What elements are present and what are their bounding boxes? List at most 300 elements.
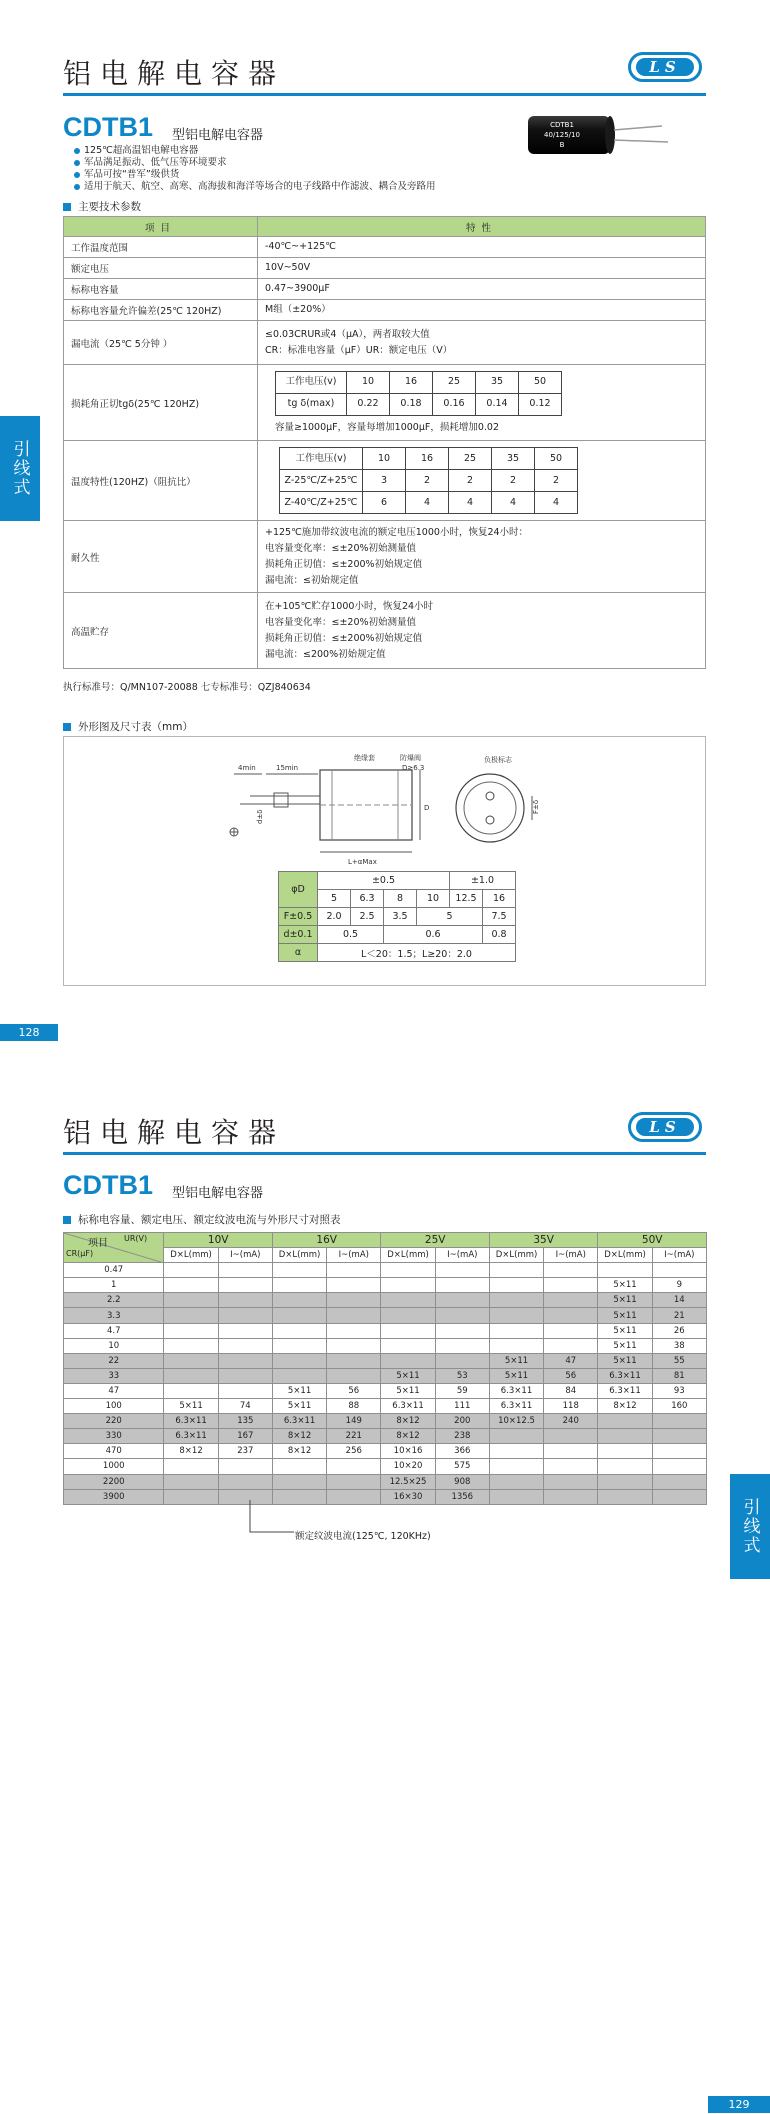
- size-cell: 6.3×11: [489, 1399, 543, 1414]
- ripple-cell: [327, 1338, 381, 1353]
- ripple-cell: [652, 1459, 706, 1474]
- ripple-cell: [327, 1368, 381, 1383]
- capacitance-cell: 2200: [64, 1474, 164, 1489]
- spec-value: [258, 441, 706, 521]
- rating-table: [63, 1232, 707, 1505]
- spec-row: [64, 521, 706, 593]
- size-cell: 5×11: [598, 1278, 652, 1293]
- spec-header-item: 项目: [64, 217, 258, 237]
- rating-row: [64, 1399, 707, 1414]
- vent-d-label: D≥6.3: [402, 764, 425, 772]
- size-cell: [272, 1323, 326, 1338]
- dim-diameter: 6.3: [351, 890, 384, 908]
- size-cell: 5×11: [598, 1293, 652, 1308]
- size-cell: 6.3×11: [381, 1399, 435, 1414]
- ripple-cell: [218, 1474, 272, 1489]
- size-cell: 5×11: [381, 1368, 435, 1383]
- ls-logo: [628, 1112, 702, 1142]
- dim-phi-label: φD: [279, 872, 318, 908]
- endurance-line: 损耗角正切值：≤±200%初始规定值: [265, 558, 423, 570]
- capacitance-cell: 0.47: [64, 1263, 164, 1278]
- capacitance-cell: 33: [64, 1368, 164, 1383]
- dim-4min: 4min: [238, 764, 256, 772]
- size-cell: [164, 1368, 218, 1383]
- size-cell: 10×20: [381, 1459, 435, 1474]
- page2-model-name: CDTB1: [63, 1170, 154, 1200]
- size-cell: [381, 1293, 435, 1308]
- feature-item: 军品可按“普军”级供货: [74, 169, 436, 181]
- size-cell: [489, 1323, 543, 1338]
- ripple-cell: [327, 1459, 381, 1474]
- size-cell: 8×12: [381, 1414, 435, 1429]
- dim-section-title: [63, 719, 193, 734]
- size-cell: [598, 1414, 652, 1429]
- side-tab-right: [730, 1474, 770, 1579]
- size-cell: [272, 1308, 326, 1323]
- ripple-cell: [435, 1353, 489, 1368]
- dim-f: 2.5: [351, 908, 384, 926]
- leakage-line: CR：标准电容量（μF）UR：额定电压（V）: [265, 344, 453, 356]
- ripple-cell: 38: [652, 1338, 706, 1353]
- feature-item: 适用于航天、航空、高寒、高海拔和海洋等场合的电子线路中作滤波、耦合及旁路用: [74, 181, 436, 193]
- ripple-cell: 14: [652, 1293, 706, 1308]
- rating-row: [64, 1263, 707, 1278]
- rating-row: [64, 1459, 707, 1474]
- size-cell: [489, 1263, 543, 1278]
- spec-table: [63, 216, 706, 669]
- size-cell: [489, 1444, 543, 1459]
- size-cell: [164, 1263, 218, 1278]
- page1-model-suffix: 型铝电解电容器: [172, 128, 264, 143]
- temp-volt: 50: [535, 448, 578, 470]
- size-cell: 6.3×11: [164, 1429, 218, 1444]
- voltage-header: 35V: [489, 1233, 597, 1248]
- dim-diameter: 10: [417, 890, 450, 908]
- ripple-cell: [435, 1308, 489, 1323]
- rating-row: [64, 1368, 707, 1383]
- side-tab-label: 引线式: [9, 440, 30, 497]
- tan-label: tg δ(max): [276, 393, 347, 415]
- size-cell: 5×11: [272, 1383, 326, 1398]
- ripple-cell: [652, 1429, 706, 1444]
- endurance-line: 电容量变化率：≤±20%初始测量值: [265, 542, 417, 554]
- dim-diameter: 12.5: [450, 890, 483, 908]
- ripple-cell: 167: [218, 1429, 272, 1444]
- tan-volt-label: 工作电压(v): [276, 371, 347, 393]
- size-cell: [164, 1308, 218, 1323]
- size-cell: 6.3×11: [164, 1414, 218, 1429]
- size-cell: 8×12: [164, 1444, 218, 1459]
- voltage-header: 16V: [272, 1233, 380, 1248]
- rating-row: [64, 1278, 707, 1293]
- capacitance-cell: 10: [64, 1338, 164, 1353]
- size-cell: [272, 1338, 326, 1353]
- ripple-cell: [544, 1278, 598, 1293]
- corner-item: 项目: [88, 1238, 108, 1249]
- size-cell: [598, 1459, 652, 1474]
- ripple-cell: [327, 1353, 381, 1368]
- size-cell: [164, 1489, 218, 1504]
- temp-volt: 16: [406, 448, 449, 470]
- ripple-cell: [218, 1353, 272, 1368]
- voltage-header: 10V: [164, 1233, 272, 1248]
- spec-key: 高温贮存: [64, 593, 258, 669]
- ripple-cell: [327, 1263, 381, 1278]
- dim-f-label: F±0.5: [279, 908, 318, 926]
- ripple-cell: 1356: [435, 1489, 489, 1504]
- ls-logo-text: LS: [636, 58, 694, 76]
- spec-value: [258, 593, 706, 669]
- spec-key: 温度特性(120HZ)（阻抗比）: [64, 441, 258, 521]
- tan-note: 容量≥1000μF，容量每增加1000μF，损耗增加0.02: [275, 421, 499, 433]
- size-cell: [598, 1489, 652, 1504]
- ripple-cell: 575: [435, 1459, 489, 1474]
- tan-value: 0.14: [476, 393, 519, 415]
- rating-section-title: [63, 1212, 341, 1227]
- spec-key: 漏电流（25℃ 5分钟 ）: [64, 321, 258, 365]
- side-tab-label: 引线式: [739, 1498, 760, 1555]
- dim-diameter: 5: [318, 890, 351, 908]
- voltage-header: 25V: [381, 1233, 489, 1248]
- ripple-cell: 47: [544, 1353, 598, 1368]
- capacitance-cell: 1: [64, 1278, 164, 1293]
- dim-diameter: 8: [384, 890, 417, 908]
- size-cell: [489, 1474, 543, 1489]
- size-cell: [489, 1293, 543, 1308]
- ripple-cell: [218, 1368, 272, 1383]
- ripple-cell: [218, 1459, 272, 1474]
- ripple-cell: [218, 1263, 272, 1278]
- ripple-cell: 26: [652, 1323, 706, 1338]
- size-cell: 10×16: [381, 1444, 435, 1459]
- ripple-cell: [218, 1293, 272, 1308]
- page1-header-rule: [63, 93, 706, 96]
- capacitance-cell: 100: [64, 1399, 164, 1414]
- rating-row: [64, 1353, 707, 1368]
- size-cell: [489, 1278, 543, 1293]
- ripple-cell: 21: [652, 1308, 706, 1323]
- spec-row: [64, 593, 706, 669]
- dim-lead-d: 0.6: [384, 926, 483, 944]
- rating-row: [64, 1414, 707, 1429]
- size-cell: [489, 1429, 543, 1444]
- dim-f: 7.5: [483, 908, 516, 926]
- size-cell: 8×12: [272, 1429, 326, 1444]
- size-cell: [164, 1383, 218, 1398]
- temp-r1-value: 3: [363, 470, 406, 492]
- side-tab-left: [0, 416, 40, 521]
- ripple-cell: 55: [652, 1353, 706, 1368]
- ripple-cell: 366: [435, 1444, 489, 1459]
- capacitance-cell: 2.2: [64, 1293, 164, 1308]
- temp-volt: 25: [449, 448, 492, 470]
- ripple-cell: 135: [218, 1414, 272, 1429]
- ripple-cell: 9: [652, 1278, 706, 1293]
- rating-row: [64, 1293, 707, 1308]
- ripple-cell: [544, 1489, 598, 1504]
- capacitance-cell: 3.3: [64, 1308, 164, 1323]
- ripple-cell: [218, 1338, 272, 1353]
- ripple-cell: [544, 1338, 598, 1353]
- rating-row: [64, 1444, 707, 1459]
- size-cell: [272, 1278, 326, 1293]
- capacitance-cell: 470: [64, 1444, 164, 1459]
- capacitance-cell: 220: [64, 1414, 164, 1429]
- ripple-cell: [327, 1293, 381, 1308]
- ripple-cell: [652, 1444, 706, 1459]
- page2-model-suffix: 型铝电解电容器: [172, 1186, 264, 1201]
- size-cell: 5×11: [381, 1383, 435, 1398]
- spec-key: 标称电容量: [64, 279, 258, 300]
- size-cell: [272, 1293, 326, 1308]
- ripple-cell: [218, 1278, 272, 1293]
- col-dl: D×L(mm): [489, 1248, 543, 1263]
- tan-volt: 35: [476, 371, 519, 393]
- storage-line: 电容量变化率：≤±20%初始测量值: [265, 616, 417, 628]
- label-line: 40/125/10: [544, 131, 580, 139]
- dim-d: d±δ: [256, 809, 264, 824]
- col-dl: D×L(mm): [598, 1248, 652, 1263]
- size-cell: [381, 1263, 435, 1278]
- ripple-cell: 53: [435, 1368, 489, 1383]
- size-cell: 5×11: [489, 1353, 543, 1368]
- page2-header-title: 铝电解电容器: [63, 1116, 286, 1149]
- dim-L: L+αMax: [348, 858, 377, 866]
- dim-alpha: L＜20：1.5；L≥20：2.0: [318, 944, 516, 962]
- spec-key: 额定电压: [64, 258, 258, 279]
- tan-value: 0.16: [433, 393, 476, 415]
- dim-tol: ±0.5: [318, 872, 450, 890]
- ripple-cell: [544, 1474, 598, 1489]
- spec-key: 工作温度范围: [64, 237, 258, 258]
- ripple-cell: [652, 1489, 706, 1504]
- ripple-cell: 256: [327, 1444, 381, 1459]
- ripple-cell: [544, 1308, 598, 1323]
- size-cell: [489, 1338, 543, 1353]
- ripple-cell: 59: [435, 1383, 489, 1398]
- label-line: B: [559, 141, 565, 149]
- size-cell: 5×11: [272, 1399, 326, 1414]
- capacitor-photo: [526, 112, 674, 160]
- rating-row: [64, 1338, 707, 1353]
- feature-list: [74, 145, 436, 193]
- ripple-cell: 81: [652, 1368, 706, 1383]
- size-cell: [489, 1308, 543, 1323]
- ripple-cell: [652, 1263, 706, 1278]
- spec-value: [258, 321, 706, 365]
- dim-lead-d: 0.5: [318, 926, 384, 944]
- spec-row: [64, 300, 706, 321]
- ripple-cell: 149: [327, 1414, 381, 1429]
- size-cell: 6.3×11: [272, 1414, 326, 1429]
- spec-header-char: 特性: [258, 217, 706, 237]
- rating-body: [64, 1263, 707, 1505]
- tan-volt: 16: [390, 371, 433, 393]
- size-cell: [598, 1474, 652, 1489]
- capacitance-cell: 330: [64, 1429, 164, 1444]
- dimension-table: [278, 871, 516, 962]
- ripple-cell: 238: [435, 1429, 489, 1444]
- capacitance-cell: 47: [64, 1383, 164, 1398]
- ripple-cell: [218, 1323, 272, 1338]
- standard-number: 执行标准号：Q/MN107-20088 七专标准号：QZJ840634: [63, 682, 311, 693]
- col-dl: D×L(mm): [164, 1248, 218, 1263]
- temp-r2-label: Z-40℃/Z+25℃: [280, 492, 363, 514]
- ripple-cell: [544, 1429, 598, 1444]
- temp-r2-value: 4: [492, 492, 535, 514]
- spec-row: [64, 258, 706, 279]
- size-cell: 12.5×25: [381, 1474, 435, 1489]
- size-cell: [598, 1429, 652, 1444]
- spec-key: 耐久性: [64, 521, 258, 593]
- square-bullet-icon: [63, 203, 71, 211]
- page2-header-rule: [63, 1152, 706, 1155]
- size-cell: [272, 1368, 326, 1383]
- temp-volt-label: 工作电压(v): [280, 448, 363, 470]
- note-leader: [248, 1500, 298, 1536]
- capacitance-cell: 22: [64, 1353, 164, 1368]
- ripple-cell: 908: [435, 1474, 489, 1489]
- spec-value: [258, 521, 706, 593]
- spec-key: 标称电容量允许偏差(25℃ 120HZ): [64, 300, 258, 321]
- ripple-cell: [652, 1414, 706, 1429]
- ripple-cell: [327, 1323, 381, 1338]
- size-cell: [272, 1353, 326, 1368]
- temp-r1-value: 2: [492, 470, 535, 492]
- ripple-cell: [652, 1474, 706, 1489]
- size-cell: 5×11: [489, 1368, 543, 1383]
- feature-item: 125℃超高温铝电解电容器: [74, 145, 436, 157]
- ripple-cell: [435, 1323, 489, 1338]
- size-cell: [381, 1308, 435, 1323]
- temp-r2-value: 4: [449, 492, 492, 514]
- rating-row: [64, 1429, 707, 1444]
- ripple-cell: [435, 1278, 489, 1293]
- spec-row: [64, 365, 706, 441]
- ripple-cell: 200: [435, 1414, 489, 1429]
- spec-section-label: 主要技术参数: [78, 201, 141, 213]
- tan-value: 0.12: [519, 393, 562, 415]
- ripple-cell: 240: [544, 1414, 598, 1429]
- tan-volt: 50: [519, 371, 562, 393]
- col-i: I~(mA): [652, 1248, 706, 1263]
- capacitance-cell: 3900: [64, 1489, 164, 1504]
- ripple-cell: [544, 1459, 598, 1474]
- ripple-cell: [218, 1308, 272, 1323]
- col-i: I~(mA): [544, 1248, 598, 1263]
- dim-F: F±δ: [532, 799, 540, 814]
- size-cell: [598, 1263, 652, 1278]
- rating-row: [64, 1308, 707, 1323]
- col-i: I~(mA): [435, 1248, 489, 1263]
- storage-line: 漏电流：≤200%初始规定值: [265, 648, 386, 660]
- size-cell: 5×11: [164, 1399, 218, 1414]
- page1-model-name: CDTB1: [63, 112, 154, 142]
- rating-section-label: 标称电容量、额定电压、额定纹波电流与外形尺寸对照表: [78, 1214, 341, 1226]
- size-cell: [489, 1489, 543, 1504]
- ripple-cell: 237: [218, 1444, 272, 1459]
- size-cell: 5×11: [598, 1323, 652, 1338]
- corner-cell: [64, 1233, 164, 1263]
- ripple-cell: [435, 1263, 489, 1278]
- temp-r2-value: 6: [363, 492, 406, 514]
- size-cell: 5×11: [598, 1353, 652, 1368]
- dim-15min: 15min: [276, 764, 299, 772]
- temp-r1-value: 2: [449, 470, 492, 492]
- feature-item: 军品满足振动、低气压等环境要求: [74, 157, 436, 169]
- size-cell: [164, 1293, 218, 1308]
- square-bullet-icon: [63, 1216, 71, 1224]
- spec-row: [64, 321, 706, 365]
- tan-value: 0.22: [347, 393, 390, 415]
- sleeve-label: 绝缘套: [354, 754, 375, 762]
- size-cell: [164, 1278, 218, 1293]
- capacitance-cell: 1000: [64, 1459, 164, 1474]
- temp-volt: 10: [363, 448, 406, 470]
- tan-delta-table: [275, 371, 562, 416]
- size-cell: 6.3×11: [598, 1383, 652, 1398]
- size-cell: [272, 1474, 326, 1489]
- col-dl: D×L(mm): [381, 1248, 435, 1263]
- ripple-cell: 118: [544, 1399, 598, 1414]
- dim-tol: ±1.0: [450, 872, 516, 890]
- leakage-line: ≤0.03CRUR或4（μA），两者取较大值: [265, 328, 430, 340]
- col-i: I~(mA): [218, 1248, 272, 1263]
- storage-line: 在+105℃贮存1000小时，恢复24小时: [265, 600, 434, 612]
- storage-line: 损耗角正切值：≤±200%初始规定值: [265, 632, 423, 644]
- ripple-note: 额定纹波电流(125℃, 120KHz): [295, 1531, 431, 1542]
- temp-volt: 35: [492, 448, 535, 470]
- vent-label: 防爆阀: [400, 754, 421, 762]
- rating-row: [64, 1323, 707, 1338]
- spec-row: [64, 279, 706, 300]
- dim-f: 2.0: [318, 908, 351, 926]
- polarity-label: 负极标志: [484, 756, 512, 764]
- size-cell: 8×12: [598, 1399, 652, 1414]
- ripple-cell: 111: [435, 1399, 489, 1414]
- spec-section-title: [63, 199, 141, 214]
- ls-logo: [628, 52, 702, 82]
- tan-volt: 10: [347, 371, 390, 393]
- dim-lead-d: 0.8: [483, 926, 516, 944]
- dim-f: 5: [417, 908, 483, 926]
- voltage-header: 50V: [598, 1233, 707, 1248]
- corner-cr: CR(μF): [66, 1249, 94, 1258]
- ripple-cell: 74: [218, 1399, 272, 1414]
- ripple-cell: 56: [327, 1383, 381, 1398]
- ripple-cell: [435, 1338, 489, 1353]
- size-cell: [164, 1353, 218, 1368]
- spec-header-row: [64, 217, 706, 237]
- size-cell: [164, 1459, 218, 1474]
- rating-row: [64, 1489, 707, 1504]
- col-dl: D×L(mm): [272, 1248, 326, 1263]
- spec-key: 损耗角正切tgδ(25℃ 120HZ): [64, 365, 258, 441]
- ripple-cell: [544, 1263, 598, 1278]
- size-cell: [598, 1444, 652, 1459]
- rating-row: [64, 1474, 707, 1489]
- spec-value: 0.47~3900μF: [258, 279, 706, 300]
- dim-section-label: 外形图及尺寸表（mm）: [78, 721, 193, 733]
- size-cell: 6.3×11: [598, 1368, 652, 1383]
- spec-value: 10V~50V: [258, 258, 706, 279]
- temp-r1-value: 2: [406, 470, 449, 492]
- ripple-cell: 88: [327, 1399, 381, 1414]
- ripple-cell: 84: [544, 1383, 598, 1398]
- ripple-cell: [544, 1323, 598, 1338]
- size-cell: [164, 1338, 218, 1353]
- ripple-cell: [327, 1308, 381, 1323]
